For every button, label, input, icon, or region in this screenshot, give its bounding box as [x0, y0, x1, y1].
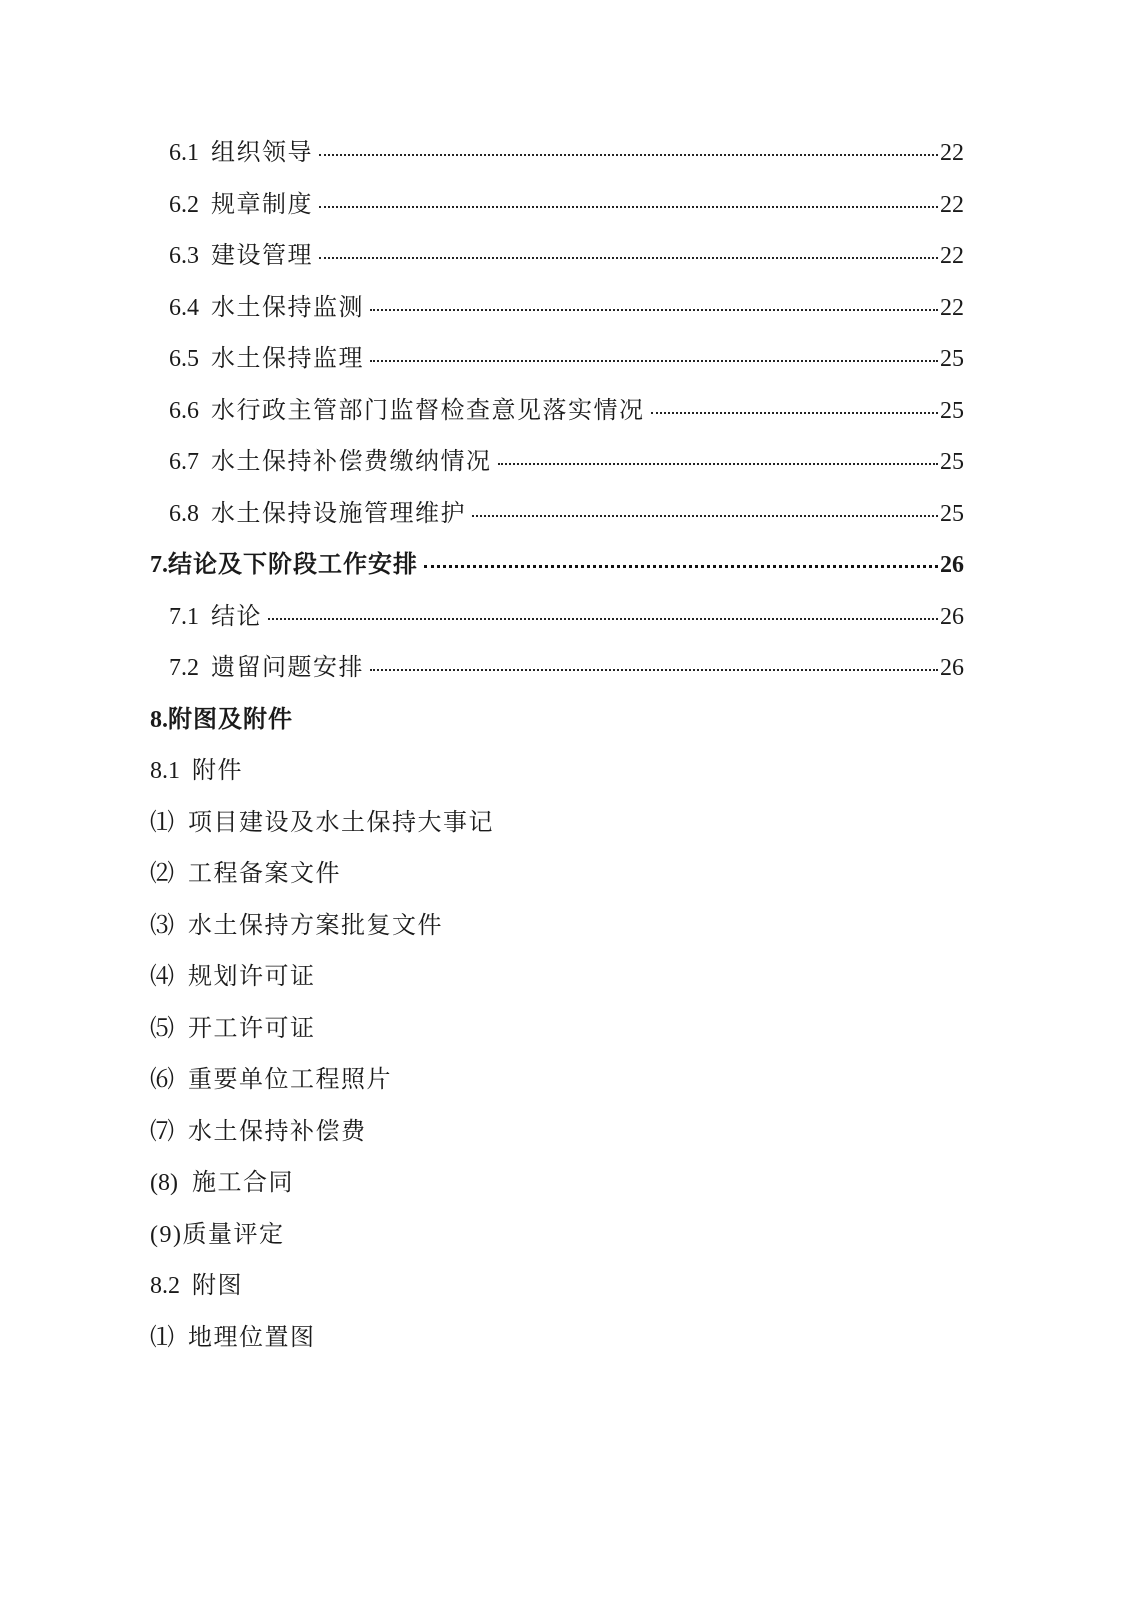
toc-entry-6-5[interactable]: [150, 334, 964, 386]
attachment-item: [150, 1004, 964, 1056]
toc-entry-title: 建设管理: [211, 243, 313, 269]
toc-entry-number: 6.4: [169, 294, 199, 321]
figure-item-title: 地理位置图: [188, 1324, 316, 1351]
attachment-item-number: (8): [150, 1170, 178, 1196]
attachment-item-title: 重要单位工程照片: [188, 1067, 392, 1093]
figure-item-number: ⑴: [150, 1324, 174, 1351]
toc-entry-page: 26: [940, 603, 964, 630]
toc-entry-6-6[interactable]: [150, 386, 964, 438]
dot-leader: [370, 309, 938, 311]
attachment-item-title: 工程备案文件: [188, 861, 341, 887]
toc-entry-title: 水行政主管部门监督检查意见落实情况: [211, 397, 645, 424]
figures-heading-number: 8.2: [150, 1273, 180, 1299]
toc-entry-title: 水土保持监测: [211, 294, 364, 321]
toc-entry-page: 26: [940, 655, 964, 681]
toc-entry-title: 结论: [211, 603, 262, 630]
dot-leader: [319, 154, 938, 156]
attachments-heading-title: 附件: [192, 758, 243, 784]
toc-entry-page: 22: [940, 140, 964, 166]
dot-leader: [370, 360, 938, 362]
toc-entry-number: 7.1: [169, 603, 199, 630]
toc-chapter-7[interactable]: [150, 540, 964, 592]
toc-entry-page: 22: [940, 191, 964, 218]
toc-entry-6-3[interactable]: [150, 231, 964, 283]
toc-entry-number: 6.6: [169, 397, 199, 424]
toc-chapter-number: 7.: [150, 552, 168, 578]
attachment-item: [150, 798, 964, 850]
attachment-item-title: 水土保持方案批复文件: [188, 912, 443, 939]
dot-leader: [319, 206, 938, 208]
attachment-item: [150, 901, 964, 953]
toc-chapter-title: 附图及附件: [168, 706, 293, 733]
table-of-contents: [150, 128, 964, 1364]
toc-entry-title: 水土保持补偿费缴纳情况: [211, 449, 492, 475]
toc-entry-6-7[interactable]: [150, 437, 964, 489]
figures-heading-title: 附图: [192, 1273, 243, 1299]
dot-leader: [268, 618, 938, 620]
attachment-item: [150, 849, 964, 901]
attachment-item-number: ⑵: [150, 861, 174, 887]
dot-leader: [498, 463, 939, 465]
attachment-item: [150, 952, 964, 1004]
toc-entry-page: 22: [940, 243, 964, 269]
toc-entry-number: 6.8: [169, 500, 199, 527]
attachment-item: [150, 1055, 964, 1107]
toc-entry-number: 6.5: [169, 346, 199, 372]
attachment-item-number: ⑺: [150, 1118, 174, 1145]
attachment-item-title: 施工合同: [191, 1170, 294, 1196]
toc-entry-page: 25: [940, 346, 964, 372]
attachments-heading: [150, 746, 964, 798]
attachment-item: [150, 1158, 964, 1210]
attachment-item-number: ⑷: [150, 964, 174, 990]
toc-entry-page: 25: [940, 500, 964, 527]
toc-entry-6-4[interactable]: [150, 283, 964, 335]
toc-entry-7-1[interactable]: [150, 592, 964, 644]
toc-entry-title: 水土保持设施管理维护: [211, 500, 466, 527]
toc-entry-page: 25: [940, 449, 964, 475]
attachment-item-number: ⑴: [150, 809, 174, 836]
attachment-item: [150, 1107, 964, 1159]
toc-chapter-number: 8.: [150, 706, 168, 733]
toc-entry-page: 25: [940, 397, 964, 424]
toc-entry-number: 6.3: [169, 243, 199, 269]
attachment-item-title: 水土保持补偿费: [188, 1118, 367, 1145]
attachment-item-number: ⑶: [150, 912, 174, 939]
toc-entry-number: 6.7: [169, 449, 199, 475]
toc-entry-title: 组织领导: [211, 140, 313, 166]
toc-entry-6-1[interactable]: [150, 128, 964, 180]
toc-entry-number: 6.1: [169, 140, 199, 166]
dot-leader: [370, 669, 938, 671]
figure-item: [150, 1313, 964, 1365]
toc-entry-number: 6.2: [169, 191, 199, 218]
toc-entry-title: 水土保持监理: [211, 346, 364, 372]
toc-entry-6-2[interactable]: [150, 180, 964, 232]
attachment-item-title: 项目建设及水土保持大事记: [188, 809, 494, 836]
figures-heading: [150, 1261, 964, 1313]
dot-leader: [424, 565, 938, 568]
toc-entry-title: 遗留问题安排: [211, 655, 364, 681]
toc-entry-6-8[interactable]: [150, 489, 964, 541]
attachment-item-title: 质量评定: [182, 1221, 285, 1248]
toc-entry-7-2[interactable]: [150, 643, 964, 695]
toc-entry-page: 22: [940, 294, 964, 321]
attachments-heading-number: 8.1: [150, 758, 180, 784]
toc-chapter-8[interactable]: [150, 695, 964, 747]
attachment-item-number: ⑹: [150, 1067, 174, 1093]
dot-leader: [651, 412, 939, 414]
attachment-item-number: ⑸: [150, 1015, 174, 1042]
toc-chapter-title: 结论及下阶段工作安排: [168, 552, 418, 578]
attachment-item-title: 开工许可证: [188, 1015, 316, 1042]
toc-entry-number: 7.2: [169, 655, 199, 681]
attachment-item-title: 规划许可证: [188, 964, 316, 990]
dot-leader: [319, 257, 938, 259]
attachment-item: [150, 1210, 964, 1262]
toc-entry-title: 规章制度: [211, 191, 313, 218]
attachment-item-number: (9): [150, 1221, 183, 1248]
dot-leader: [472, 515, 938, 517]
toc-chapter-page: 26: [940, 552, 964, 578]
